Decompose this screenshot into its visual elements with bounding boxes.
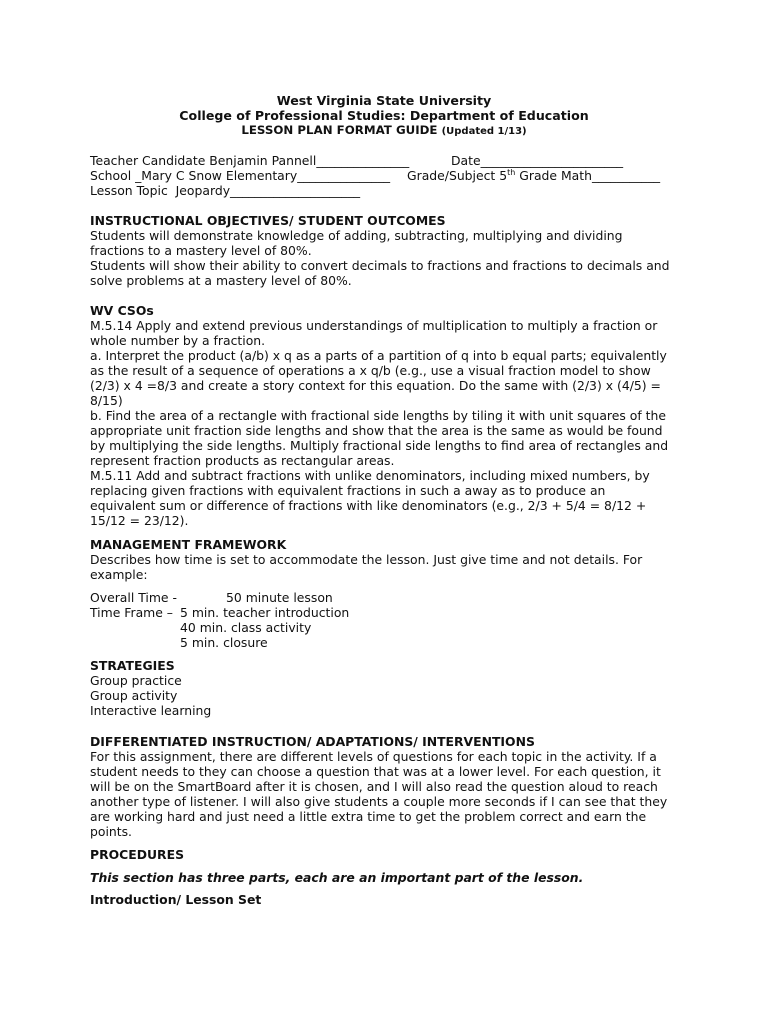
grade-suffix: Grade Math___________ [515, 168, 661, 183]
differentiated-heading: DIFFERENTIATED INSTRUCTION/ ADAPTATIONS/ INTERVENTIONS [90, 734, 535, 749]
strategy-item: Group activity [90, 688, 178, 703]
strategy-item: Group practice [90, 673, 182, 688]
university-name: West Virginia State University [276, 93, 492, 108]
school-line: School _Mary C Snow Elementary_______________ [90, 168, 391, 183]
management-heading: MANAGEMENT FRAMEWORK [90, 537, 287, 552]
objectives-line: Students will show their ability to convert decimals to fractions and fractions to decimals and [90, 258, 670, 273]
time-frame-item: 5 min. closure [180, 635, 268, 650]
csos-line: M.5.14 Apply and extend previous understandings of multiplication to multiply a fraction or [90, 318, 658, 333]
teacher-candidate-line: Teacher Candidate Benjamin Pannell_______________ [90, 153, 410, 168]
overall-time-label: Overall Time - [90, 590, 177, 605]
csos-line: by multiplying the side lengths. Multiply fractional side lengths to find area of rectangles and [90, 438, 669, 453]
objectives-line: fractions to a mastery level of 80%. [90, 243, 312, 258]
lesson-topic-line: Lesson Topic Jeopardy_____________________ [90, 183, 361, 198]
csos-line: represent fraction products as rectangular areas. [90, 453, 395, 468]
csos-line: 15/12 = 23/12). [90, 513, 189, 528]
objectives-line: Students will demonstrate knowledge of adding, subtracting, multiplying and dividing [90, 228, 623, 243]
time-frame-item: 40 min. class activity [180, 620, 312, 635]
guide-title-text: LESSON PLAN FORMAT GUIDE [241, 123, 438, 137]
strategy-item: Interactive learning [90, 703, 212, 718]
strategies-heading: STRATEGIES [90, 658, 175, 673]
csos-section [90, 303, 690, 528]
management-line: example: [90, 567, 148, 582]
overall-time-value: 50 minute lesson [226, 590, 333, 605]
objectives-heading: INSTRUCTIONAL OBJECTIVES/ STUDENT OUTCOMES [90, 213, 446, 228]
differentiated-line: points. [90, 824, 132, 839]
csos-line: replacing given fractions with equivalent fractions in such a away as to produce an [90, 483, 606, 498]
csos-line: b. Find the area of a rectangle with fractional side lengths by tiling it with unit squares of the [90, 408, 666, 423]
date-line: Date_______________________ [451, 153, 624, 168]
time-frame-item: 5 min. teacher introduction [180, 605, 350, 620]
guide-title [0, 123, 768, 139]
differentiated-line: are working hard and just need a little extra time to get the problem correct and earn the [90, 809, 647, 824]
csos-line: whole number by a fraction. [90, 333, 266, 348]
csos-line: as the result of a sequence of operations a x q/b (e.g., use a visual fraction model to show [90, 363, 651, 378]
csos-heading: WV CSOs [90, 303, 154, 318]
procedures-note: This section has three parts, each are an important part of the lesson. [90, 870, 584, 885]
differentiated-section [90, 734, 690, 839]
strategies-section [90, 658, 690, 718]
procedures-heading: PROCEDURES [90, 847, 184, 862]
procedures-subheading: Introduction/ Lesson Set [90, 892, 262, 907]
college-name: College of Professional Studies: Department of Education [179, 108, 589, 123]
csos-line: 8/15) [90, 393, 123, 408]
csos-line: (2/3) x 4 =8/3 and create a story context for this equation. Do the same with (2/3) x (4/5) = [90, 378, 661, 393]
guide-updated: (Updated 1/13) [441, 126, 527, 137]
time-frame-label: Time Frame – [90, 605, 174, 620]
csos-line: a. Interpret the product (a/b) x q as a parts of a partition of q into b equal parts; equivalently [90, 348, 667, 363]
csos-line: M.5.11 Add and subtract fractions with unlike denominators, including mixed numbers, by [90, 468, 650, 483]
grade-prefix: Grade/Subject 5 [407, 168, 508, 183]
differentiated-line: For this assignment, there are different levels of questions for each topic in the activity. If a [90, 749, 657, 764]
management-section [90, 537, 690, 582]
csos-line: equivalent sum or difference of fractions with like denominators (e.g., 2/3 + 5/4 = 8/12 + [90, 498, 647, 513]
management-line: Describes how time is set to accommodate the lesson. Just give time and not details. For [90, 552, 643, 567]
differentiated-line: will be on the SmartBoard after it is chosen, and I will also read the question aloud to reach [90, 779, 658, 794]
differentiated-line: another type of listener. I will also give students a couple more seconds if I can see that they [90, 794, 668, 809]
differentiated-line: student needs to they can choose a question that was at a lower level. For each question, it [90, 764, 661, 779]
csos-line: appropriate unit fraction side lengths and show that the area is the same as would be found [90, 423, 663, 438]
grade-sup: th [507, 167, 516, 177]
grade-subject-line [407, 168, 660, 183]
objectives-section [90, 213, 690, 288]
objectives-line: solve problems at a mastery level of 80%. [90, 273, 352, 288]
